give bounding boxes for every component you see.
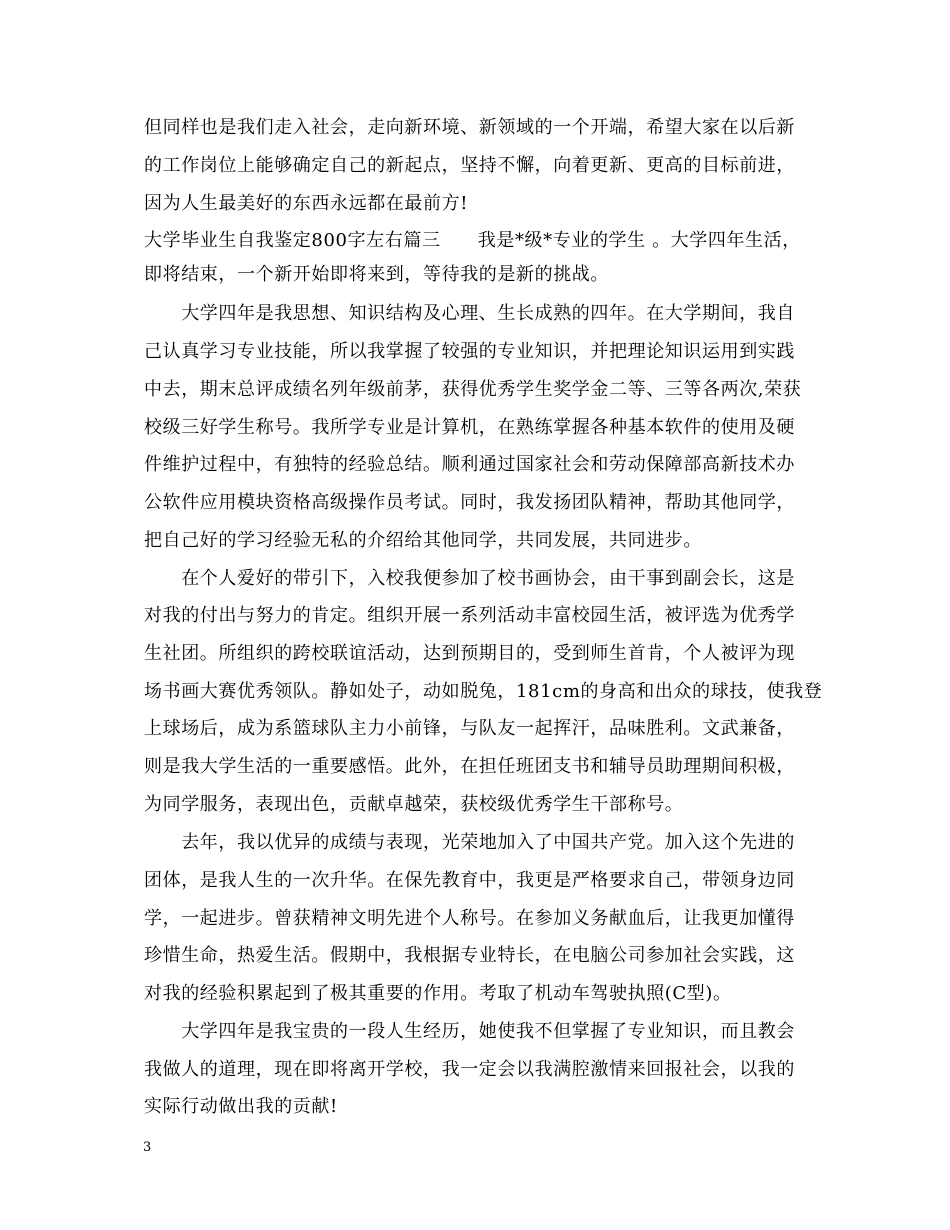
text-line: 则是我大学生活的一重要感悟。此外，在担任班团支书和辅导员助理期间积极， — [144, 756, 795, 777]
text-line: 上球场后，成为系篮球队主力小前锋，与队友一起挥汗，品味胜利。文武兼备， — [144, 718, 795, 739]
text-line: 我做人的道理，现在即将离开学校，我一定会以我满腔激情来回报社会，以我的 — [144, 1059, 795, 1080]
text-line: 公软件应用模块资格高级操作员考试。同时，我发扬团队精神，帮助其他同学， — [144, 492, 795, 513]
paragraph-start-line: 去年，我以优异的成绩与表现，光荣地加入了中国共产党。加入这个先进的 — [144, 832, 795, 853]
text-line: 生社团。所组织的跨校联谊活动，达到预期目的，受到师生首肯，个人被评为现 — [144, 643, 795, 664]
paragraph-start-line: 大学四年是我思想、知识结构及心理、生长成熟的四年。在大学期间，我自 — [144, 303, 795, 324]
text-line: 中去，期末总评成绩名列年级前茅，获得优秀学生奖学金二等、三等各两次,荣获 — [144, 379, 802, 400]
text-line: 件维护过程中，有独特的经验总结。顺利通过国家社会和劳动保障部高新技术办 — [144, 454, 795, 475]
text-line: 珍惜生命，热爱生活。假期中，我根据专业特长，在电脑公司参加社会实践，这 — [144, 945, 795, 966]
text-line: 的工作岗位上能够确定自己的新起点，坚持不懈，向着更新、更高的目标前进， — [144, 155, 795, 176]
text-line: 即将结束，一个新开始即将来到，等待我的是新的挑战。 — [144, 264, 609, 285]
text-line: 实际行动做出我的贡献! — [144, 1096, 338, 1117]
text-line: 为同学服务，表现出色，贡献卓越荣，获校级优秀学生干部称号。 — [144, 794, 684, 815]
text-line: 把自己好的学习经验无私的介绍给其他同学，共同发展，共同进步。 — [144, 530, 702, 551]
text-line: 己认真学习专业技能，所以我掌握了较强的专业知识，并把理论知识运用到实践 — [144, 341, 795, 362]
text-line: 对我的经验积累起到了极其重要的作用。考取了机动车驾驶执照(C型)。 — [144, 983, 732, 1004]
paragraph-start-line: 大学四年是我宝贵的一段人生经历，她使我不但掌握了专业知识，而且教会 — [144, 1021, 795, 1042]
text-line: 场书画大赛优秀领队。静如处子，动如脱兔，181cm的身高和出众的球技，使我登 — [144, 681, 823, 702]
text-line: 对我的付出与努力的肯定。组织开展一系列活动丰富校园生活，被评选为优秀学 — [144, 605, 795, 626]
text-line: 因为人生最美好的东西永远都在最前方! — [144, 193, 469, 214]
text-line: 学，一起进步。曾获精神文明先进个人称号。在参加义务献血后，让我更加懂得 — [144, 908, 795, 929]
paragraph-start-line: 在个人爱好的带引下，入校我便参加了校书画协会，由干事到副会长，这是 — [144, 568, 795, 589]
section-heading-line: 大学毕业生自我鉴定800字左右篇三 我是*级*专业的学生 。大学四年生活， — [144, 230, 801, 251]
text-line: 但同样也是我们走入社会，走向新环境、新领域的一个开端，希望大家在以后新 — [144, 117, 795, 138]
text-line: 校级三好学生称号。我所学专业是计算机，在熟练掌握各种基本软件的使用及硬 — [144, 417, 795, 438]
page-number: 3 — [143, 1140, 152, 1155]
text-line: 团体，是我人生的一次升华。在保先教育中，我更是严格要求自己，带领身边同 — [144, 870, 795, 891]
